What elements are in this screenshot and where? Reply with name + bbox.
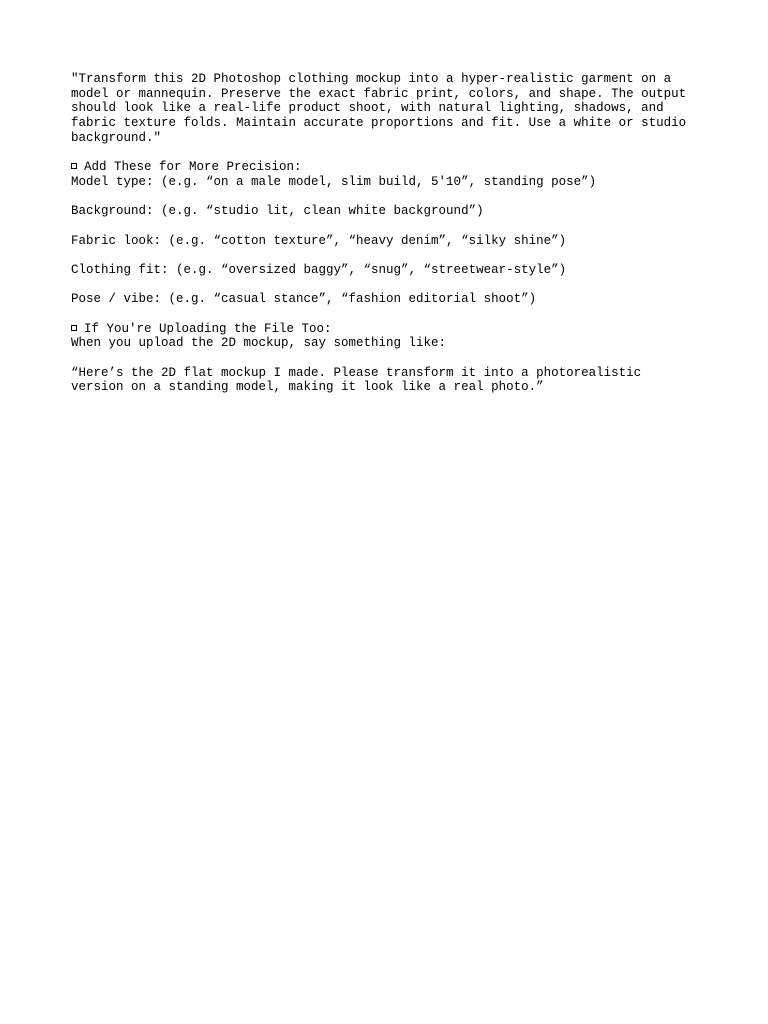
intro-line: model or mannequin. Preserve the exact fabric print, colors, and shape. The output [71,86,687,101]
square-bullet-icon [71,163,77,169]
example-quote-line: “Here’s the 2D flat mockup I made. Please transform it into a photorealistic [71,365,642,380]
spacer [71,248,711,263]
precision-heading-row [71,160,711,175]
upload-heading-row [71,322,711,337]
example-quote-line: version on a standing model, making it look like a real photo.” [71,380,544,395]
model-type-line: Model type: (e.g. “on a male model, slim build, 5'10”, standing pose”) [71,174,597,189]
upload-instruction: When you upload the 2D mockup, say something like: [71,336,447,351]
spacer [71,278,711,293]
intro-paragraph [71,72,711,145]
fabric-look-line: Fabric look: (e.g. “cotton texture”, “heavy denim”, “silky shine”) [71,233,567,248]
spacer [71,351,711,366]
upload-heading: If You're Uploading the File Too: [84,321,332,336]
background-line: Background: (e.g. “studio lit, clean white background”) [71,204,484,219]
intro-line: background." [71,130,162,145]
precision-section [71,160,711,307]
square-bullet-icon [71,325,77,331]
spacer [71,307,711,322]
clothing-fit-line: Clothing fit: (e.g. “oversized baggy”, “snug”, “streetwear-style”) [71,262,567,277]
spacer [71,219,711,234]
pose-vibe-line: Pose / vibe: (e.g. “casual stance”, “fashion editorial shoot”) [71,292,537,307]
spacer [71,145,711,160]
document-body [71,72,711,395]
intro-line: should look like a real-life product shoot, with natural lighting, shadows, and [71,101,664,116]
spacer [71,190,711,205]
intro-line: "Transform this 2D Photoshop clothing mockup into a hyper-realistic garment on a [71,72,672,86]
upload-section [71,322,711,395]
precision-heading: Add These for More Precision: [84,160,302,175]
intro-line: fabric texture folds. Maintain accurate proportions and fit. Use a white or studio [71,116,687,131]
